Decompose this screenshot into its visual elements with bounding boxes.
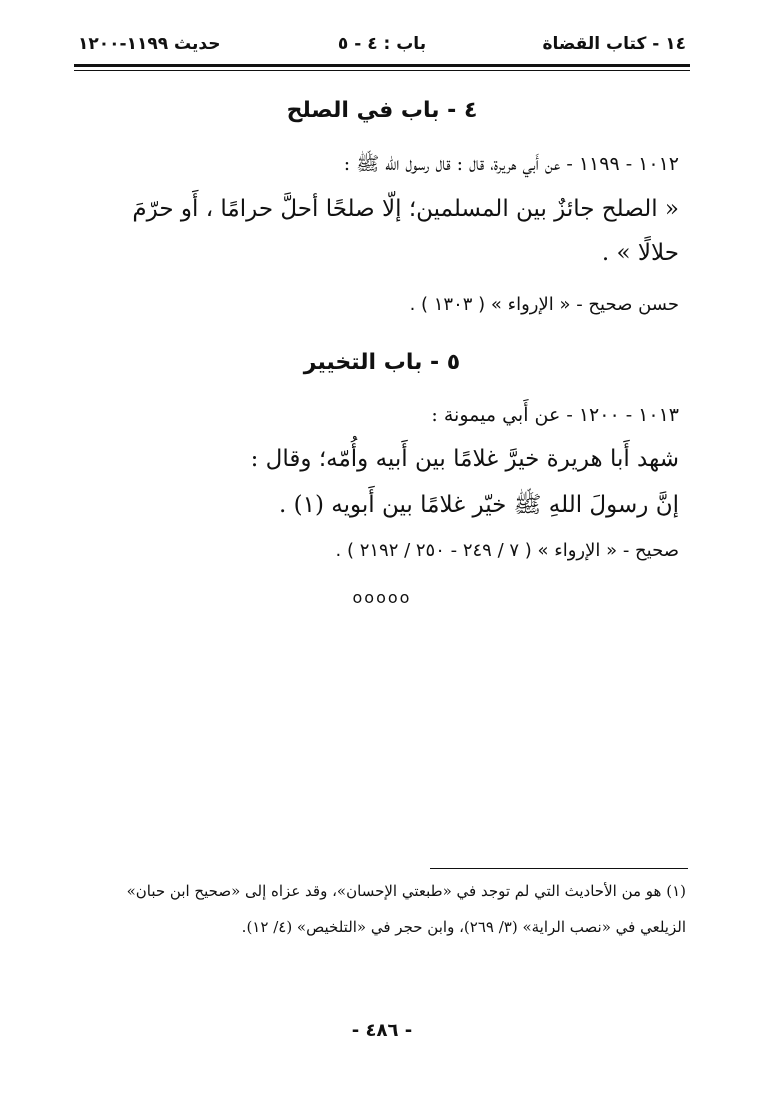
footnote-rule — [430, 868, 688, 869]
header-rule-thick — [74, 64, 690, 67]
running-head-book: ١٤ - كتاب القضاة — [542, 34, 686, 54]
running-head — [78, 30, 686, 60]
hadith-grading: حسن صحيح - « الإرواء » ( ١٣٠٣ ) . — [409, 294, 679, 315]
hadith-matn-line: « الصلح جائزٌ بين المسلمين؛ إلّا صلحًا أحلَّ حرامًا ، أَو حرّمَ — [132, 196, 679, 222]
chapter-title-reconciliation: ٤ - باب في الصلح — [286, 98, 478, 123]
section-separator: ooooo — [352, 588, 412, 607]
hadith-header-1013: ١٠١٣ - ١٢٠٠ - عن أَبي ميمونة : — [431, 404, 679, 426]
hadith-header-1012: ١٠١٢ - ١١٩٩ - عن أَبي هريرة، قال : قال رسول الله ﷺ : — [343, 153, 679, 175]
hadith-matn-line: حلالًا » . — [601, 240, 679, 266]
hadith-matn-line: إنَّ رسولَ اللهِ ﷺ خيّر غلامًا بين أَبويه (١) . — [279, 492, 679, 518]
footnote-line: الزيلعي في «نصب الراية» (٣/ ٢٦٩)، وابن حجر في «التلخيص» (٤/ ١٢). — [241, 918, 686, 936]
hadith-grading: صحيح - « الإرواء » ( ٧ / ٢٤٩ - ٢٥٠ / ٢١٩٢ ) . — [335, 540, 679, 561]
page-number: - ٤٨٦ - — [351, 1020, 413, 1041]
header-rule-thin — [74, 70, 690, 71]
running-head-hadith-range: حديث ١١٩٩-١٢٠٠ — [78, 34, 221, 54]
hadith-matn-line: شهد أَبا هريرة خيرَّ غلامًا بين أَبيه وأُمّه؛ وقال : — [250, 446, 679, 472]
running-head-chapter: باب : ٤ - ٥ — [337, 34, 427, 54]
footnote-line: (١) هو من الأحاديث التي لم توجد في «طبعتي الإحسان»، وقد عزاه إلى «صحيح ابن حبان» — [126, 882, 686, 900]
chapter-title-choice: ٥ - باب التخيير — [303, 350, 461, 375]
